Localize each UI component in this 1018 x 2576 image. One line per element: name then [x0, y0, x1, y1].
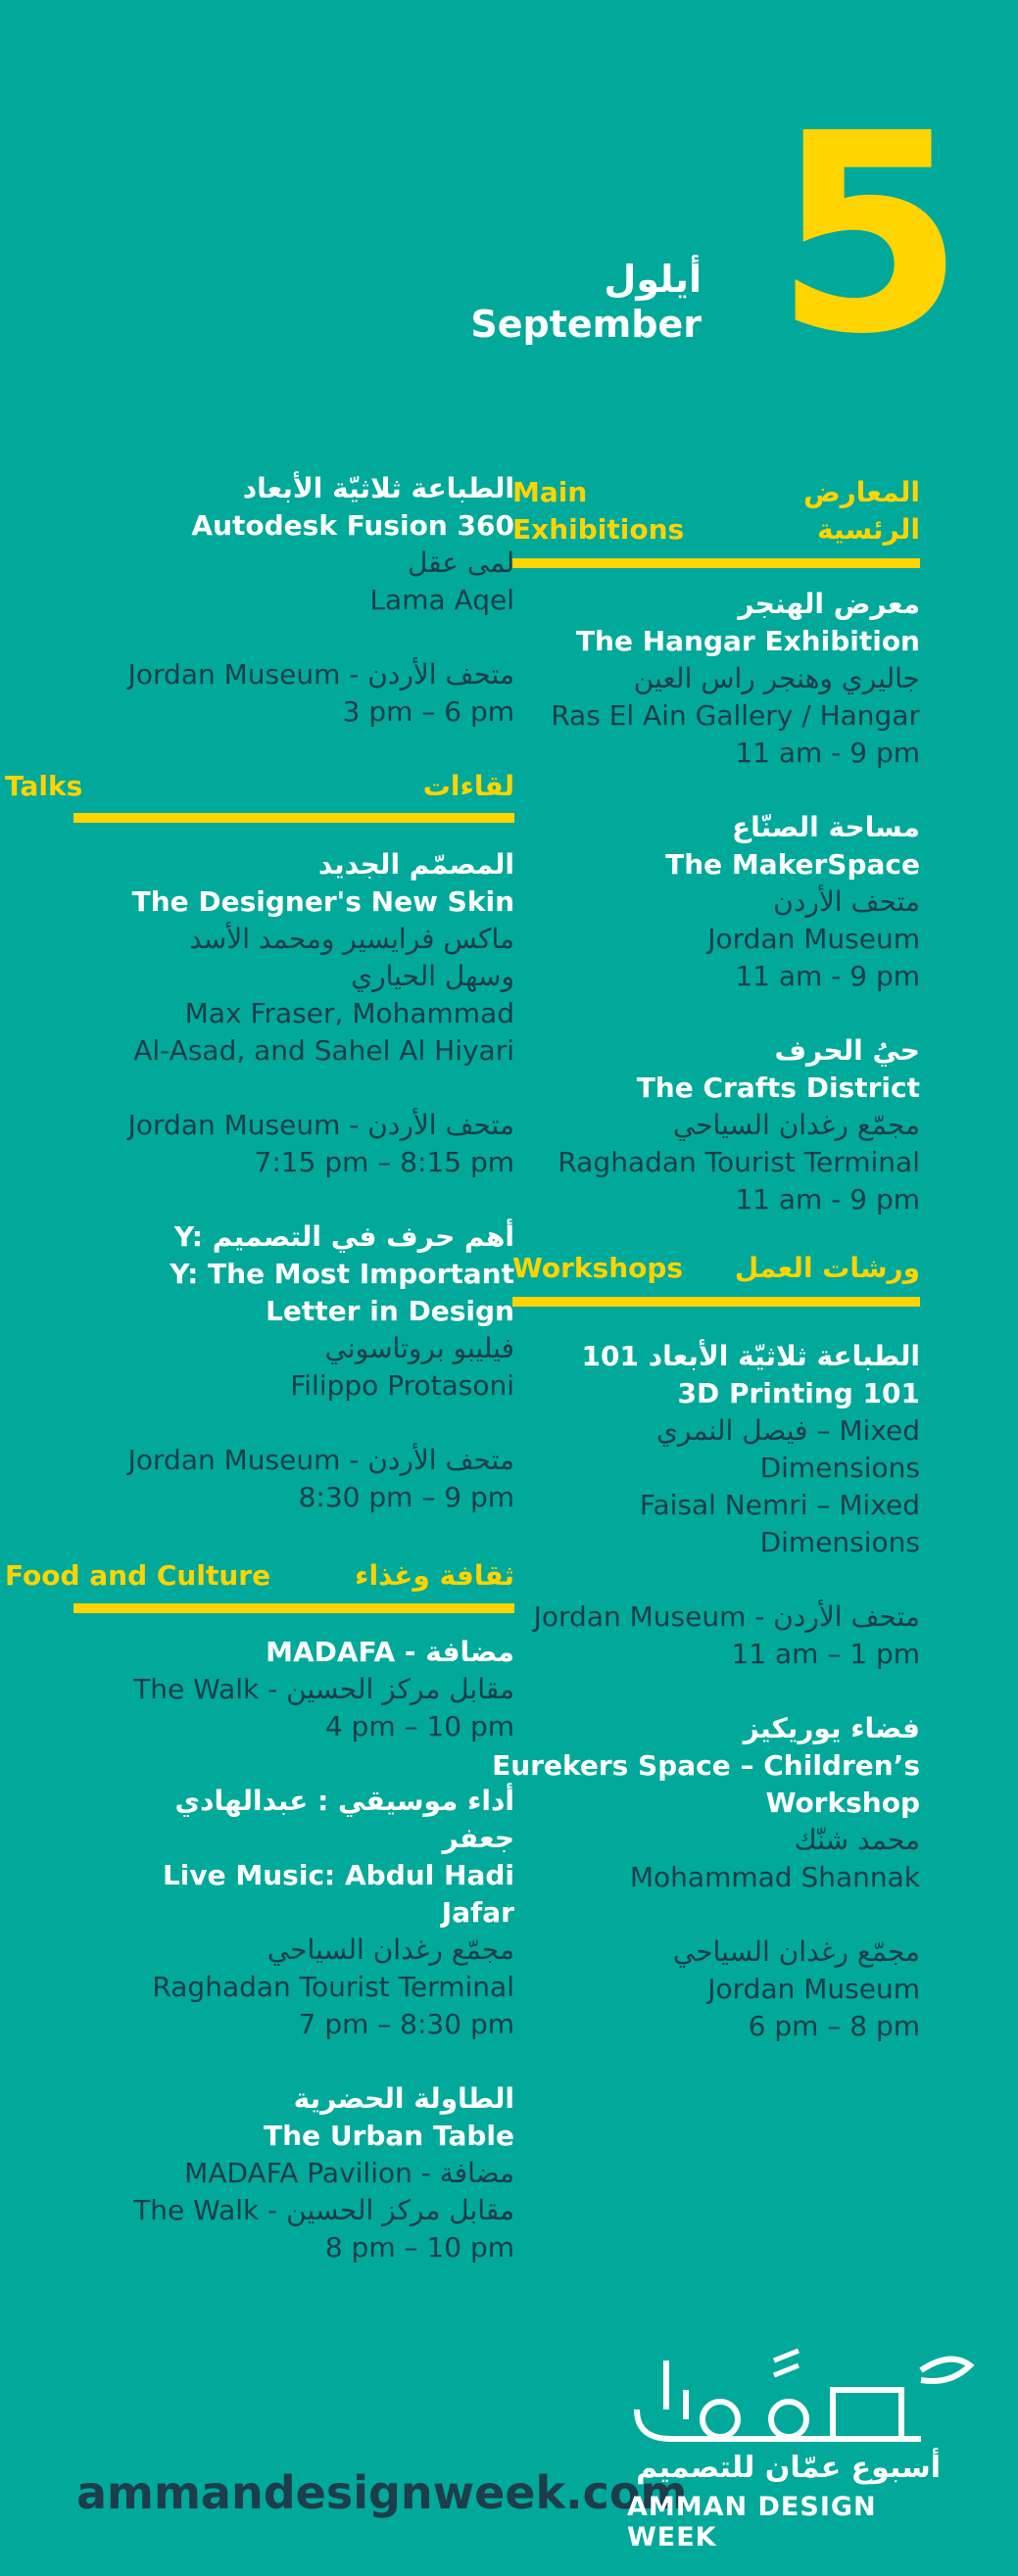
event-time: 6 pm – 8 pm — [748, 2010, 920, 2042]
header-en — [512, 474, 684, 549]
event-time: 7 pm – 8:30 pm — [298, 2008, 514, 2040]
section-divider — [512, 558, 920, 568]
event-time: 4 pm – 10 pm — [324, 1710, 514, 1742]
event-time: 11 am – 1 pm — [731, 1638, 920, 1670]
header-en: Workshops — [512, 1252, 684, 1284]
amman-design-week-logo — [627, 2331, 980, 2552]
event-host-ar: فيليبو بروتاسوني — [324, 1332, 514, 1364]
section-header-workshops — [512, 1250, 920, 1318]
event-venue-en: Raghadan Tourist Terminal — [557, 1146, 920, 1178]
event-title: MADAFA - مضافة — [266, 1636, 514, 1668]
event-time: 11 am - 9 pm — [735, 737, 920, 769]
event-title-ar: أداء موسيقي : عبدالهادي — [174, 1785, 514, 1817]
event-crafts-district — [512, 1032, 920, 1218]
event-title-ar: فضاء يوريكيز — [743, 1712, 920, 1744]
event-title-en: Autodesk Fusion 360 — [191, 509, 514, 542]
section-divider — [73, 813, 514, 823]
event-time: 3 pm – 6 pm — [342, 695, 514, 728]
main-exhibitions-list — [512, 586, 920, 1218]
event-3d-printing — [490, 1338, 920, 1673]
event-venue: Jordan Museum - متحف الأردن — [127, 658, 514, 691]
event-hangar — [512, 586, 920, 772]
event-title-ar: الطاولة الحضرية — [293, 2082, 514, 2115]
event-host-en-1: Max Fraser, Mohammad — [184, 997, 514, 1029]
event-title-en: The Urban Table — [264, 2120, 514, 2152]
event-title-en: Eurekers Space – Children’s — [492, 1749, 920, 1782]
day-number: 5 — [774, 75, 965, 395]
section-header-talks — [5, 768, 514, 836]
event-host-ar: لمى عقل — [407, 547, 514, 579]
event-host-ar: محمد شنّك — [794, 1824, 920, 1856]
event-title-ar: الطباعة ثلاثيّة الأبعاد — [242, 472, 514, 504]
event-venue-en: Raghadan Tourist Terminal — [152, 1971, 514, 2003]
event-venue: Jordan Museum - متحف الأردن — [127, 1109, 514, 1141]
event-host-ar-1: ماكس فرايسير ومحمد الأسد — [189, 923, 514, 955]
left-column-clip — [5, 0, 514, 2351]
website-link[interactable]: ammandesignweek.com — [76, 2466, 688, 2519]
header-en: Food and Culture — [5, 1559, 271, 1592]
event-urban-table — [0, 2080, 514, 2266]
section-header-main-exhibitions — [512, 474, 920, 546]
header-ar: ورشات العمل — [734, 1252, 920, 1284]
header-ar-text: المعارض الرئسية — [803, 476, 920, 546]
event-time: 11 am - 9 pm — [735, 1183, 920, 1216]
event-eurekers — [490, 1710, 920, 2045]
month-en: September — [470, 303, 702, 346]
workshops-list — [490, 1338, 920, 2045]
event-title-en: Live Music: Abdul Hadi — [162, 1859, 514, 1891]
event-title-en-2: Workshop — [765, 1787, 920, 1819]
event-title-ar: حيُ الحرف — [774, 1034, 920, 1067]
event-title-en: The MakerSpace — [665, 848, 920, 881]
event-title-en: The Crafts District — [636, 1072, 920, 1104]
event-time: 7:15 pm – 8:15 pm — [254, 1146, 514, 1178]
event-title-ar: معرض الهنجر — [738, 588, 920, 620]
event-madafa — [0, 1634, 514, 1745]
event-host-en: Filippo Protasoni — [290, 1369, 514, 1402]
event-letter-y — [0, 1218, 514, 1516]
event-host-en: Lama Aqel — [369, 584, 514, 616]
event-title-en: The Designer's New Skin — [131, 885, 514, 918]
food-culture-list — [0, 1634, 514, 2266]
event-venue-2: The Walk - مقابل مركز الحسين — [133, 2194, 514, 2226]
event-host-en: Faisal Nemri – Mixed Dimensions — [639, 1489, 920, 1558]
event-live-music — [0, 1783, 514, 2043]
event-host-ar-2: وسهل الحياري — [351, 960, 514, 992]
header-en: Talks — [5, 770, 83, 802]
logo-english: AMMAN DESIGN WEEK — [627, 2492, 877, 2552]
event-time: 8 pm – 10 pm — [324, 2231, 514, 2264]
event-makerspace — [512, 809, 920, 995]
event-title-en: 3D Printing 101 — [677, 1377, 920, 1409]
section-divider — [73, 1603, 514, 1613]
header-ar: ثقافة وغذاء — [355, 1559, 514, 1592]
section-divider — [512, 1297, 920, 1307]
event-title-ar: Y: أهم حرف في التصميم — [173, 1220, 514, 1253]
event-title-en: The Hangar Exhibition — [575, 625, 920, 657]
event-title-ar: المصمّم الجديد — [317, 848, 514, 881]
event-title-ar: الطباعة ثلاثيّة الأبعاد 101 — [581, 1340, 920, 1372]
event-title-ar-2: جعفر — [442, 1822, 514, 1854]
event-venue-en: Jordan Museum — [707, 923, 920, 955]
event-venue: Jordan Museum - متحف الأردن — [127, 1444, 514, 1476]
header-ar: لقاءات — [422, 770, 514, 802]
month-label — [470, 257, 702, 347]
header-ar — [803, 474, 920, 549]
logo-arabic: أسبوع عمّان للتصميم — [636, 2451, 941, 2485]
header-en-text: Main Exhibitions — [512, 476, 685, 546]
event-venue: The Walk - مقابل مركز الحسين — [133, 1673, 514, 1705]
event-venue-ar: مجمّع رغدان السياحي — [672, 1109, 920, 1141]
month-ar: أيلول — [604, 258, 702, 301]
left-top-event — [0, 470, 514, 731]
event-title-en-2: Jafar — [441, 1896, 514, 1929]
event-time: 8:30 pm – 9 pm — [298, 1481, 514, 1513]
event-venue-ar: مجمّع رغدان السياحي — [672, 1935, 920, 1968]
event-time: 11 am - 9 pm — [735, 960, 920, 992]
event-venue: Jordan Museum - متحف الأردن — [533, 1600, 920, 1633]
logo-mark-icon — [627, 2331, 980, 2449]
event-title-en-2: Letter in Design — [266, 1295, 514, 1327]
event-host-ar: فيصل النمري – Mixed Dimensions — [656, 1414, 920, 1484]
talks-list — [0, 846, 514, 1516]
section-header-food-culture — [5, 1557, 514, 1626]
event-venue-en: Ras El Ain Gallery / Hangar — [551, 699, 920, 732]
event-venue-ar: مجمّع رغدان السياحي — [267, 1933, 514, 1966]
event-designers-new-skin — [0, 846, 514, 1181]
event-venue-1: MADAFA Pavilion - مضافة — [184, 2157, 514, 2189]
event-venue-ar: جاليري وهنجر راس العين — [633, 662, 920, 694]
event-host-en-2: Al-Asad, and Sahel Al Hiyari — [133, 1034, 514, 1067]
event-title-ar: مساحة الصنّاع — [731, 811, 920, 843]
event-venue-en: Jordan Museum — [707, 1973, 920, 2005]
event-venue-ar: متحف الأردن — [773, 885, 920, 918]
event-host-en: Mohammad Shannak — [629, 1861, 920, 1893]
event-title-en: Y: The Most Important — [170, 1258, 514, 1290]
